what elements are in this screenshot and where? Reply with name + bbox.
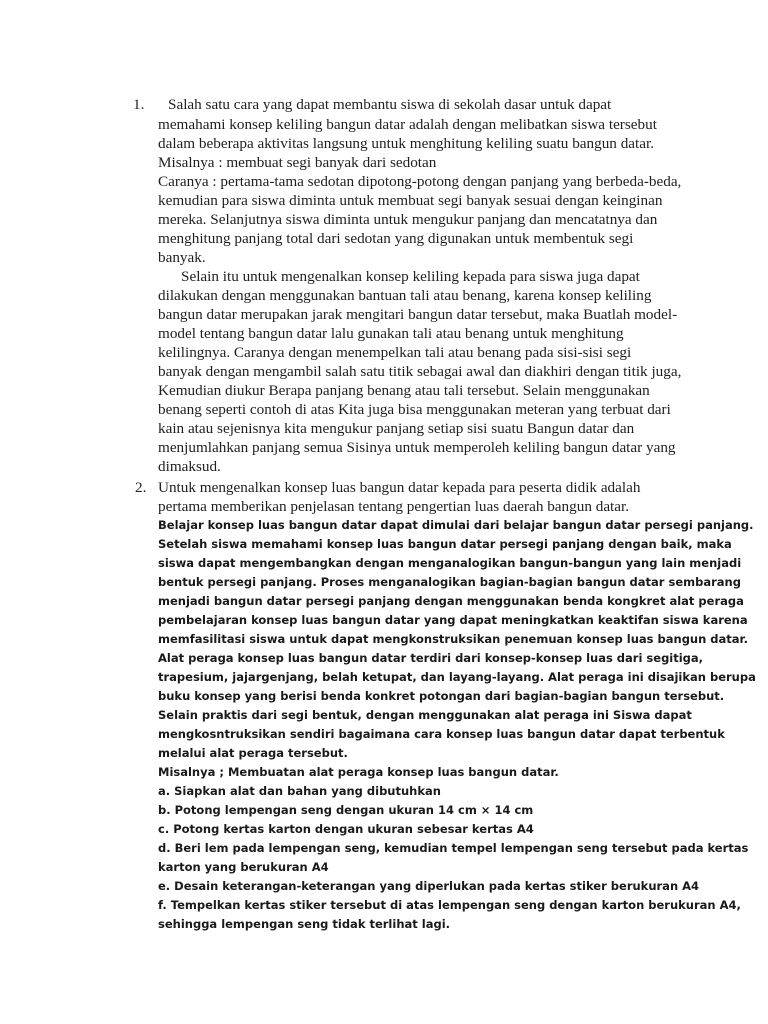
paragraph-line: Misalnya ; Membuatan alat peraga konsep luas bangun datar. — [158, 765, 559, 779]
paragraph-line: dalam beberapa aktivitas langsung untuk menghitung keliling suatu bangun datar. — [158, 135, 655, 152]
paragraph-line: Kemudian diukur Berapa panjang benang atau tali tersebut. Selain menggunakan — [158, 382, 650, 399]
paragraph-line: Caranya : pertama-tama sedotan dipotong-potong dengan panjang yang berbeda-beda, — [158, 173, 682, 190]
paragraph-line: model tentang bangun datar lalu gunakan tali atau benang untuk menghitung — [158, 325, 624, 342]
paragraph-line: banyak dengan mengambil salah satu titik sebagai awal dan diakhiri dengan titik juga, — [158, 363, 682, 380]
paragraph-line: buku konsep yang berisi benda konkret potongan dari bagian-bagian bangun tersebut. — [158, 689, 725, 703]
paragraph-line: trapesium, jajargenjang, belah ketupat, dan layang-layang. Alat peraga ini disajikan berupa — [158, 670, 756, 684]
paragraph-line: mereka. Selanjutnya siswa diminta untuk mengukur panjang dan mencatatnya dan — [158, 211, 658, 228]
paragraph-line: Untuk mengenalkan konsep luas bangun datar kepada para peserta didik adalah — [158, 479, 641, 496]
list-number: 2. — [135, 479, 147, 496]
paragraph-line: f. Tempelkan kertas stiker tersebut di atas lempengan seng dengan karton berukuran A4, — [158, 898, 741, 912]
paragraph-line: banyak. — [158, 249, 206, 266]
paragraph-line: benang seperti contoh di atas Kita juga bisa menggunakan meteran yang terbuat dari — [158, 401, 671, 418]
paragraph-line: kemudian para siswa diminta untuk membuat segi banyak sesuai dengan keinginan — [158, 192, 663, 209]
paragraph-line: d. Beri lem pada lempengan seng, kemudian tempel lempengan seng tersebut pada kertas — [158, 841, 749, 855]
paragraph-line: kain atau sejenisnya kita mengukur panjang setiap sisi suatu Bangun datar dan — [158, 420, 635, 437]
paragraph-line: Selain itu untuk mengenalkan konsep keliling kepada para siswa juga dapat — [181, 268, 640, 285]
paragraph-line: Misalnya : membuat segi banyak dari sedotan — [158, 154, 437, 171]
paragraph-line: bentuk persegi panjang. Proses menganalogikan bagian-bagian bangun datar sembarang — [158, 575, 741, 589]
paragraph-line: Belajar konsep luas bangun datar dapat dimulai dari belajar bangun datar persegi panjang. — [158, 518, 754, 532]
paragraph-line: bangun datar merupakan jarak mengitari bangun datar tersebut, maka Buatlah model- — [158, 306, 678, 323]
paragraph-line: c. Potong kertas karton dengan ukuran sebesar kertas A4 — [158, 822, 534, 836]
paragraph-line: melalui alat peraga tersebut. — [158, 746, 348, 760]
paragraph-line: pembelajaran konsep luas bangun datar yang dapat meningkatkan keaktifan siswa karena — [158, 613, 748, 627]
paragraph-line: Alat peraga konsep luas bangun datar terdiri dari konsep-konsep luas dari segitiga, — [158, 651, 704, 665]
paragraph-line: b. Potong lempengan seng dengan ukuran 14 cm × 14 cm — [158, 803, 534, 817]
paragraph-line: dilakukan dengan menggunakan bantuan tali atau benang, karena konsep keliling — [158, 287, 652, 304]
paragraph-line: memahami konsep keliling bangun datar adalah dengan melibatkan siswa tersebut — [158, 116, 657, 133]
paragraph-line: siswa dapat mengembangkan dengan menganalogikan bangun-bangun yang lain menjadi — [158, 556, 742, 570]
paragraph-line: Selain praktis dari segi bentuk, dengan menggunakan alat peraga ini Siswa dapat — [158, 708, 692, 722]
paragraph-line: dimaksud. — [158, 458, 221, 475]
paragraph-line: menjadi bangun datar persegi panjang dengan menggunakan benda kongkret alat peraga — [158, 594, 744, 608]
paragraph-line: mengkosntruksikan sendiri bagaimana cara konsep luas bangun datar dapat terbentuk — [158, 727, 725, 741]
paragraph-line: menjumlahkan panjang semua Sisinya untuk memperoleh keliling bangun datar yang — [158, 439, 676, 456]
paragraph-line: memfasilitasi siswa untuk dapat mengkonstruksikan penemuan konsep luas bangun datar. — [158, 632, 748, 646]
paragraph-line: Salah satu cara yang dapat membantu siswa di sekolah dasar untuk dapat — [168, 96, 612, 113]
paragraph-line: karton yang berukuran A4 — [158, 860, 329, 874]
paragraph-line: kelilingnya. Caranya dengan menempelkan tali atau benang pada sisi-sisi segi — [158, 344, 632, 361]
paragraph-line: menghitung panjang total dari sedotan yang digunakan untuk membentuk segi — [158, 230, 634, 247]
paragraph-line: a. Siapkan alat dan bahan yang dibutuhkan — [158, 784, 441, 798]
paragraph-line: e. Desain keterangan-keterangan yang diperlukan pada kertas stiker berukuran A4 — [158, 879, 700, 893]
paragraph-line: pertama memberikan penjelasan tentang pengertian luas daerah bangun datar. — [158, 498, 630, 515]
list-number: 1. — [133, 96, 145, 113]
paragraph-line: Setelah siswa memahami konsep luas bangun datar persegi panjang dengan baik, maka — [158, 537, 732, 551]
paragraph-line: sehingga lempengan seng tidak terlihat lagi. — [158, 917, 451, 931]
